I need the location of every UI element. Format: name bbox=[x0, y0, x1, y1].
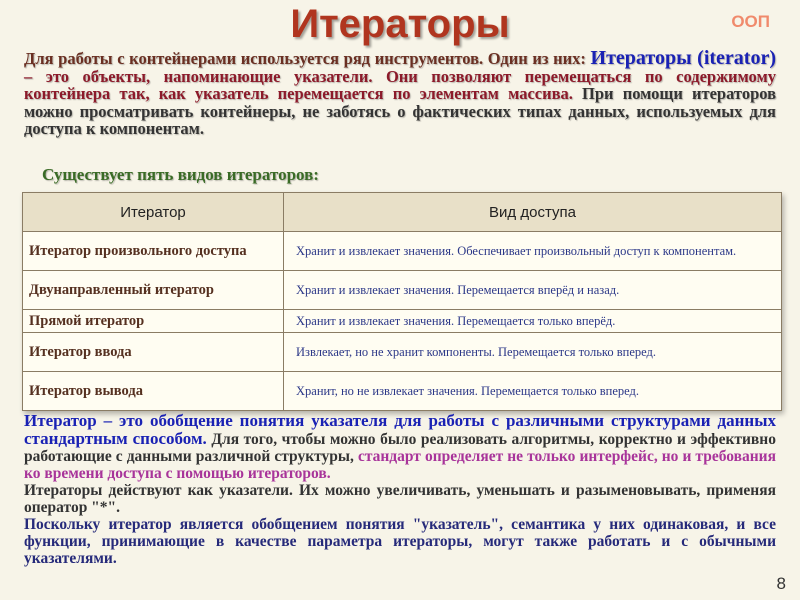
iterator-name: Двунаправленный итератор bbox=[23, 271, 284, 310]
table-row bbox=[23, 232, 782, 271]
table-row bbox=[23, 271, 782, 310]
access-description: Хранит, но не извлекает значения. Перемещается только вперед. bbox=[284, 372, 782, 411]
table-row bbox=[23, 310, 782, 333]
table-row bbox=[23, 333, 782, 372]
page-number: 8 bbox=[776, 574, 786, 593]
outro-standard: стандарт определяет не только интерфейс, но и требования ко времени доступа с помощью итераторов. bbox=[24, 448, 776, 482]
outro-paragraph-2: Итераторы действуют как указатели. Их можно увеличивать, уменьшать и разыменовывать, применяя оператор "*". bbox=[24, 482, 776, 516]
outro-text bbox=[24, 412, 776, 567]
access-description: Хранит и извлекает значения. Перемещается вперёд и назад. bbox=[284, 271, 782, 310]
intro-paragraph bbox=[24, 47, 776, 138]
table-row bbox=[23, 372, 782, 411]
table-header-row bbox=[23, 193, 782, 232]
intro-lead: Для работы с контейнерами используется ряд инструментов. Один из них: bbox=[24, 49, 591, 68]
iterator-name: Итератор произвольного доступа bbox=[23, 232, 284, 271]
outro-algorithms: Для того, чтобы можно было реализовать алгоритмы, корректно и эффективно работающие с данными различной структуры, bbox=[24, 431, 776, 465]
access-description: Хранит и извлекает значения. Перемещается только вперёд. bbox=[284, 310, 782, 333]
outro-paragraph-3: Поскольку итератор является обобщением понятия "указатель", семантика у них одинаковая, и все функции, принимающие в качестве параметра итераторы, могут также работать и с обычными указателями. bbox=[24, 516, 776, 567]
iterator-name: Итератор вывода bbox=[23, 372, 284, 411]
iterator-types-table bbox=[22, 192, 782, 411]
iterator-term: Итераторы (iterator) bbox=[590, 47, 776, 69]
slide-title: Итераторы bbox=[290, 2, 510, 46]
access-description: Хранит и извлекает значения. Обеспечивает произвольный доступ к компонентам. bbox=[284, 232, 782, 271]
iterator-definition: – это объекты, напоминающие указатели. Они позволяют перемещаться по содержимому контейнера так, как указатель перемещается по элементам массива. bbox=[24, 66, 776, 103]
iterator-name: Прямой итератор bbox=[23, 310, 284, 333]
column-header-access: Вид доступа bbox=[284, 193, 782, 232]
iterator-name: Итератор ввода bbox=[23, 333, 284, 372]
access-description: Извлекает, но не хранит компоненты. Перемещается только вперед. bbox=[284, 333, 782, 372]
kinds-heading: Существует пять видов итераторов: bbox=[42, 165, 319, 184]
column-header-iterator: Итератор bbox=[23, 193, 284, 232]
course-badge: ООП bbox=[731, 12, 770, 31]
intro-rest: При помощи итераторов можно просматривать контейнеры, не заботясь о фактических типах данных, используемых для доступа к компонентам. bbox=[24, 84, 776, 138]
outro-paragraph-1 bbox=[24, 412, 776, 482]
iterator-generalization: Итератор – это обобщение понятия указателя для работы с различными структурами данных стандартным способом. bbox=[24, 411, 776, 448]
